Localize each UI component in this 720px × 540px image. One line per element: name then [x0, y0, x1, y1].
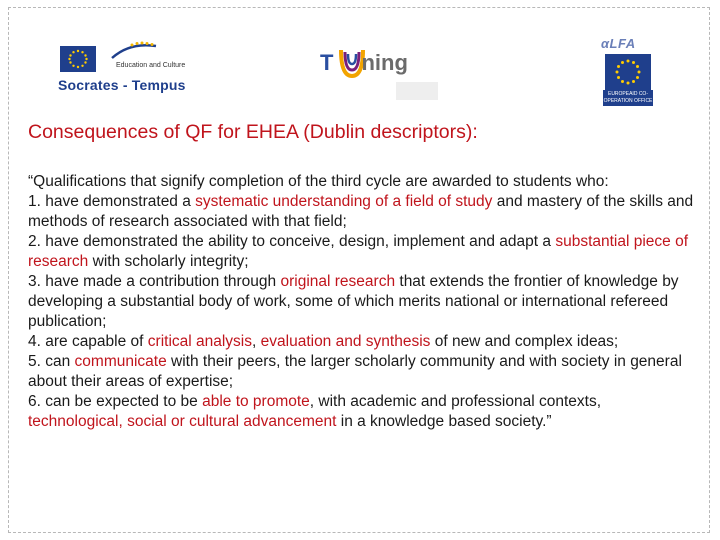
slide-heading: Consequences of QF for EHEA (Dublin descriptors):	[28, 121, 478, 143]
item-text: of new and complex ideas;	[430, 333, 619, 350]
eu-flag-icon	[60, 46, 96, 72]
item-highlight: critical analysis	[147, 333, 253, 350]
item-text: with scholarly integrity;	[88, 253, 249, 270]
alfa-europeaid-logo	[597, 36, 667, 106]
education-culture-swoosh-icon	[110, 40, 160, 62]
item-highlight: systematic understanding of a field of study	[195, 193, 493, 210]
item-text: that extends the frontier of knowledge by developing a substantial body of work, some of which merits national or international refereed publication;	[28, 273, 679, 330]
item-highlight: evaluation and synthesis	[260, 333, 431, 350]
tuning-prefix: T	[320, 50, 334, 75]
item-text: 1. have demonstrated a	[28, 193, 196, 210]
item-text: in a knowledge based society.”	[336, 413, 552, 430]
descriptor-item-2	[28, 232, 696, 272]
tuning-underline-bar	[396, 82, 438, 100]
item-highlight: able to promote	[202, 393, 310, 410]
descriptor-item-5	[28, 352, 696, 392]
education-culture-caption: Education and Culture	[116, 62, 186, 69]
item-text: 5. can	[28, 353, 75, 370]
item-text: 4. are capable of	[28, 333, 148, 350]
item-highlight: technological, social or cultural advancement	[28, 413, 337, 430]
item-highlight: original research	[280, 273, 396, 290]
descriptor-item-4	[28, 332, 696, 352]
socrates-tempus-name: Socrates - Tempus	[58, 77, 186, 93]
socrates-tempus-logo	[56, 40, 196, 100]
tuning-wordmark	[320, 50, 408, 76]
item-text: 3. have made a contribution through	[28, 273, 281, 290]
dublin-descriptors-text	[28, 172, 696, 432]
tuning-suffix: ning	[361, 50, 408, 75]
item-text: with their peers, the larger scholarly community and with society in general about their areas of expertise;	[28, 353, 682, 390]
descriptor-item-6	[28, 392, 696, 432]
item-highlight: substantial piece of research	[28, 233, 689, 270]
item-text: 6. can be expected to be	[28, 393, 203, 410]
descriptor-item-1	[28, 192, 696, 232]
item-text: 2. have demonstrated the ability to conceive, design, implement and adapt a	[28, 233, 556, 250]
item-text: ,	[252, 333, 261, 350]
eu-flag-icon	[605, 54, 651, 90]
alfa-name: αLFA	[601, 36, 636, 51]
descriptor-item-3	[28, 272, 696, 332]
item-highlight: communicate	[74, 353, 167, 370]
item-text: , with academic and professional contexts,	[309, 393, 602, 410]
europeaid-caption: EUROPEAID CO-OPERATION OFFICE	[603, 91, 653, 104]
intro-paragraph: “Qualifications that signify completion of the third cycle are awarded to students who:	[28, 173, 609, 190]
tuning-logo	[312, 40, 442, 104]
item-text: and mastery of the skills and methods of research associated with that field;	[28, 193, 694, 230]
